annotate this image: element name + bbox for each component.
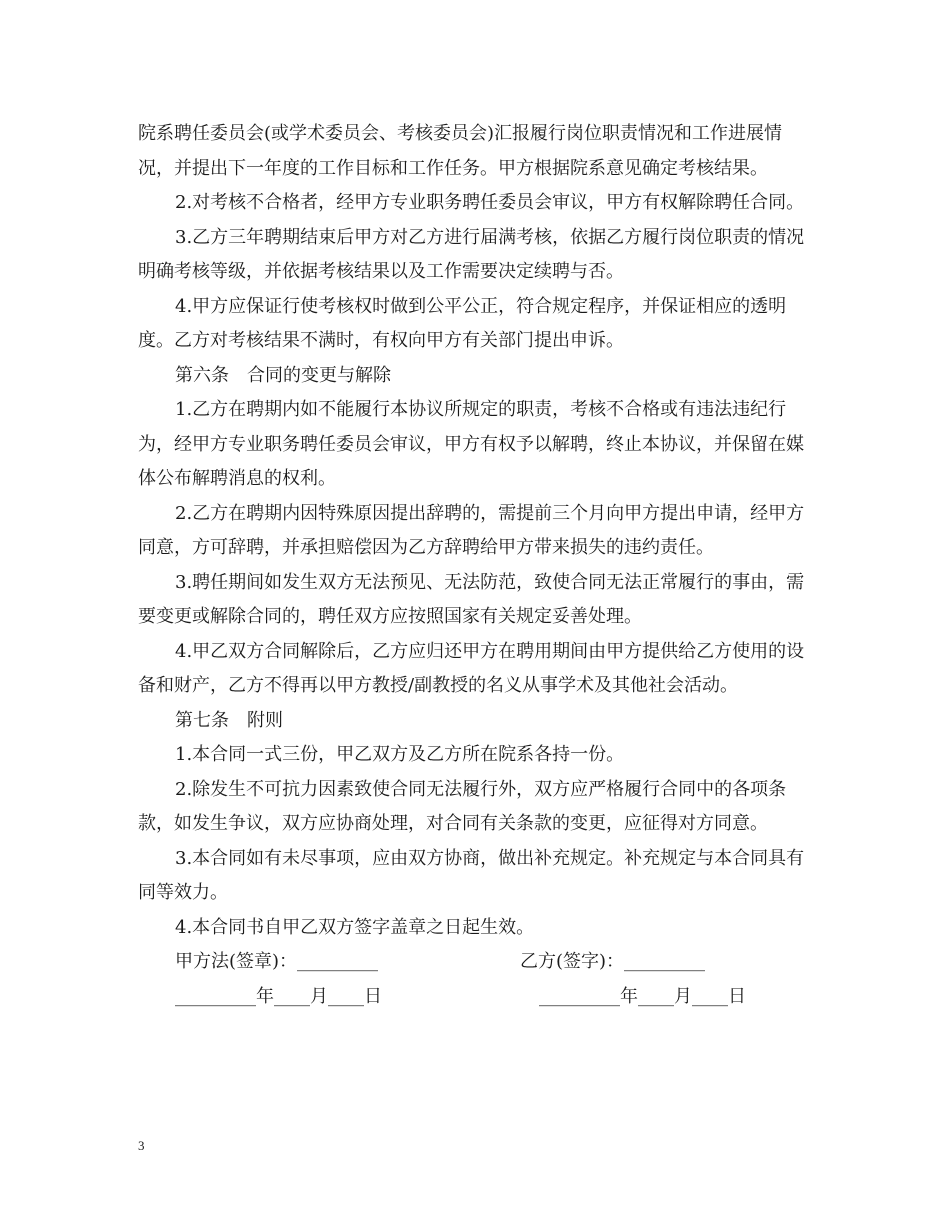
paragraph: 1.本合同一式三份，甲乙双方及乙方所在院系各持一份。 [175, 744, 625, 765]
article-heading: 第七条 附则 [175, 709, 283, 731]
document-body [138, 117, 818, 1014]
paragraph: 2.除发生不可抗力因素致使合同无法履行外，双方应严格履行合同中的各项条款，如发生争议，双方应协商处理，对合同有关条款的变更，应征得对方同意。 [138, 778, 787, 834]
signature-row [175, 945, 818, 980]
article-heading: 第六条 合同的变更与解除 [175, 364, 391, 386]
paragraph: 2.对考核不合格者，经甲方专业职务聘任委员会审议，甲方有权解除聘任合同。 [175, 192, 805, 213]
paragraph: 4.甲乙双方合同解除后，乙方应归还甲方在聘用期间由甲方提供给乙方使用的设备和财产，乙方不得再以甲方教授/副教授的名义从事学术及其他社会活动。 [138, 640, 805, 696]
party-a-signature-field: 甲方法(签章)：_________ [175, 951, 379, 972]
paragraph: 3.聘任期间如发生双方无法预见、无法防范，致使合同无法正常履行的事由，需要变更或解除合同的，聘任双方应按照国家有关规定妥善处理。 [138, 571, 805, 627]
paragraph: 1.乙方在聘期内如不能履行本协议所规定的职责，考核不合格或有违法违纪行为，经甲方专业职务聘任委员会审议，甲方有权予以解聘，终止本协议，并保留在媒体公布解聘消息的权利。 [138, 399, 804, 489]
paragraph: 院系聘任委员会(或学术委员会、考核委员会)汇报履行岗位职责情况和工作进展情况，并提出下一年度的工作目标和工作任务。甲方根据院系意见确定考核结果。 [138, 123, 783, 179]
party-a-date-field: _________年____月____日 [175, 985, 382, 1007]
party-b-date-field: _________年____月____日 [539, 985, 746, 1007]
paragraph: 3.乙方三年聘期结束后甲方对乙方进行届满考核，依据乙方履行岗位职责的情况明确考核等级，并依据考核结果以及工作需要决定续聘与否。 [138, 226, 805, 282]
paragraph: 4.甲方应保证行使考核权时做到公平公正，符合规定程序，并保证相应的透明度。乙方对考核结果不满时，有权向甲方有关部门提出申诉。 [138, 295, 787, 351]
paragraph: 2.乙方在聘期内因特殊原因提出辞聘的，需提前三个月向甲方提出申请，经甲方同意，方可辞聘，并承担赔偿因为乙方辞聘给甲方带来损失的违约责任。 [138, 502, 805, 558]
date-row [175, 980, 818, 1015]
page-number: 3 [138, 1138, 145, 1153]
party-b-signature-field: 乙方(签字)：_________ [520, 951, 706, 972]
paragraph: 4.本合同书自甲乙双方签字盖章之日起生效。 [175, 916, 535, 938]
paragraph: 3.本合同如有未尽事项，应由双方协商，做出补充规定。补充规定与本合同具有同等效力。 [138, 847, 805, 903]
